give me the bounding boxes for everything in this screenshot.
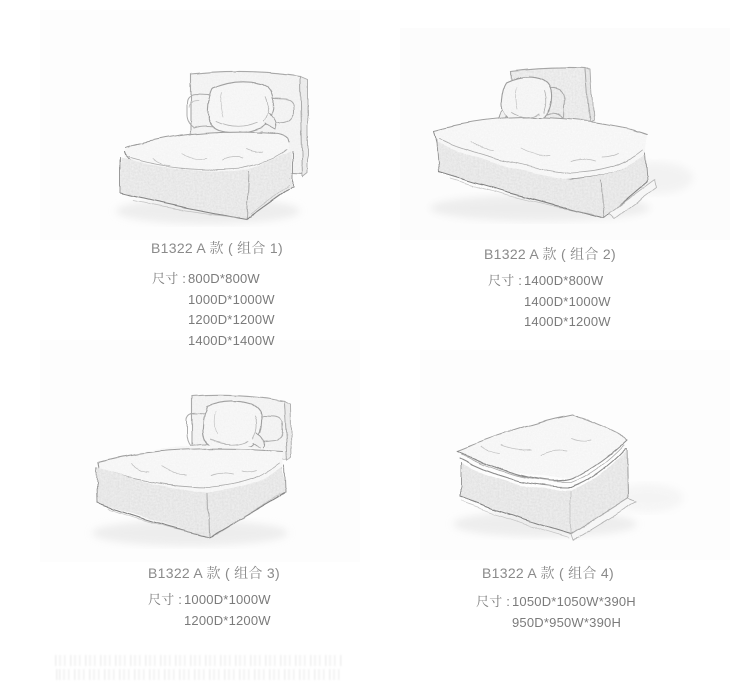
dimension-value: 1000D*1000W	[188, 291, 275, 307]
product-title-combo-1: B1322 A 款 ( 组合 1)	[151, 240, 283, 256]
dimensions-combo-1	[152, 269, 275, 351]
dimension-label: 尺寸 :	[148, 592, 183, 607]
dimension-value: 1200D*1200W	[184, 612, 271, 628]
watermark-smudge	[55, 655, 343, 682]
dimension-label-spacer	[152, 310, 188, 331]
dimension-row	[476, 613, 636, 634]
dimension-value: 1400D*800W	[524, 273, 604, 288]
dimension-row	[152, 310, 275, 331]
dimensions-combo-3	[148, 590, 271, 631]
product-sketch-combo-2	[400, 28, 730, 240]
ottoman-sketch	[420, 350, 730, 560]
dimension-value: 1200D*1200W	[188, 312, 275, 328]
bed-sketch-3	[40, 340, 360, 562]
watermark-row	[55, 655, 343, 666]
dimension-row	[152, 331, 275, 352]
dimension-label: 尺寸 :	[152, 271, 187, 286]
dimension-row	[148, 611, 271, 632]
dimension-label: 尺寸 :	[476, 594, 511, 609]
dimension-row	[152, 290, 275, 311]
dimensions-combo-4	[476, 592, 636, 633]
dimension-label-spacer	[152, 331, 188, 352]
dimension-row	[152, 269, 275, 290]
dimensions-combo-2	[488, 271, 611, 333]
bed-sketch-1	[40, 10, 360, 240]
dimension-row	[488, 271, 611, 292]
product-title-combo-3: B1322 A 款 ( 组合 3)	[148, 565, 280, 581]
dimension-label-spacer	[476, 613, 512, 634]
watermark-row	[55, 669, 343, 680]
dimension-label: 尺寸 :	[488, 273, 523, 288]
dimension-value: 950D*950W*390H	[512, 614, 622, 630]
pillow	[202, 400, 263, 450]
dimension-row	[488, 312, 611, 333]
product-sketch-combo-1	[40, 10, 360, 240]
dimension-row	[148, 590, 271, 611]
product-sketch-combo-3	[40, 340, 360, 562]
dimension-label-spacer	[488, 292, 524, 313]
dimension-value: 1400D*1400W	[188, 332, 275, 348]
dimension-value: 1400D*1000W	[524, 293, 611, 309]
dimension-label-spacer	[148, 611, 184, 632]
dimension-row	[476, 592, 636, 613]
dimension-value: 800D*800W	[188, 271, 260, 286]
product-sketch-combo-4	[420, 350, 730, 560]
product-title-combo-2: B1322 A 款 ( 组合 2)	[484, 246, 616, 262]
dimension-label-spacer	[152, 290, 188, 311]
dimension-value: 1000D*1000W	[184, 592, 271, 607]
bed-sketch-2	[400, 28, 730, 240]
product-title-combo-4: B1322 A 款 ( 组合 4)	[482, 565, 614, 581]
dimension-value: 1400D*1200W	[524, 314, 611, 330]
dimension-row	[488, 292, 611, 313]
dimension-value: 1050D*1050W*390H	[512, 594, 636, 609]
dimension-label-spacer	[488, 312, 524, 333]
